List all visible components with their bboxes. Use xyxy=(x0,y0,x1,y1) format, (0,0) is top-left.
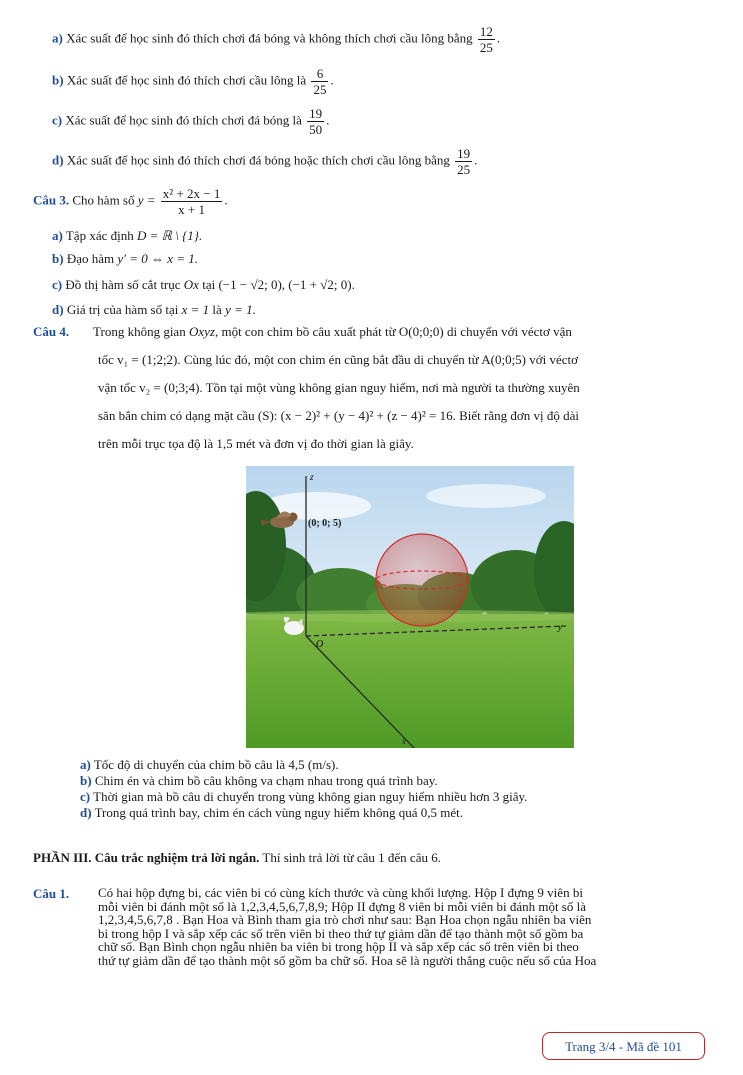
q2-option-d: d) Xác suất để học sinh đó thích chơi đá bóng hoặc thích chơi cầu lông bằng $\frac{19}{25}$ . xyxy=(52,146,478,177)
function-numerator: x² + 2x − 1 xyxy=(162,186,221,201)
function-lhs: y = xyxy=(137,192,156,208)
q3-option-a xyxy=(52,228,202,244)
q4-option-b xyxy=(80,774,438,788)
q4-option-a xyxy=(80,758,339,772)
option-text-mid: là xyxy=(212,302,222,317)
option-text: Xác suất để học sinh đó thích chơi đá bóng là xyxy=(65,112,302,128)
park-illustration xyxy=(246,466,574,748)
q4-stem-line-4: săn bắn chim có dạng mặt cầu (S): (x − 2)² + (y − 4)² + (z − 4)² = 16. Biết rằng đơn vị độ dài xyxy=(98,408,579,423)
option-math: (−1 − √2; 0), (−1 + √2; 0). xyxy=(218,277,355,292)
option-math: D = ℝ \ {1}. xyxy=(136,228,203,243)
x-axis-label: x xyxy=(402,736,406,746)
question-title: Câu 1. xyxy=(33,886,70,901)
fraction-numerator: 6 xyxy=(311,66,328,82)
point-label: (0; 0; 5) xyxy=(308,518,342,529)
option-text-mid: tại xyxy=(202,277,216,292)
option-text: Xác suất để học sinh đó thích chơi cầu lông là xyxy=(66,72,307,88)
c1-body xyxy=(98,886,708,967)
option-text: Tốc độ di chuyển của chim bồ câu là 4,5 (m/s). xyxy=(93,757,339,772)
option-text: Tập xác định xyxy=(65,228,134,243)
option-math-2: y = 1. xyxy=(225,302,256,317)
q4-stem-line-1: Trong không gian Oxyz, một con chim bồ câu xuất phát từ O(0;0;0) di chuyển với véctơ vận xyxy=(93,324,572,339)
fraction-denominator: 25 xyxy=(457,162,471,177)
option-label: b) xyxy=(80,773,92,788)
function-denominator: x + 1 xyxy=(178,202,205,217)
origin-label: O xyxy=(316,639,324,650)
fraction-numerator: 19 xyxy=(309,106,323,121)
part3-instruction: Thí sinh trả lời từ câu 1 đến câu 6. xyxy=(262,850,441,865)
option-text: Đạo hàm xyxy=(66,251,115,266)
c1-line-5: chữ số. Bạn Bình chọn ngẫu nhiên ba viên bi trong hộp II và sắp xếp các số trên viên bi theo xyxy=(98,939,579,954)
fraction-numerator: 12 xyxy=(479,24,493,39)
q4-stem-line-3: vận tốc v₂ = (0;3;4). Tồn tại một vùng không gian nguy hiểm, nơi mà người ta thường xuyên xyxy=(98,380,580,395)
y-axis-label: y xyxy=(558,622,562,632)
option-label: c) xyxy=(80,789,91,804)
q2-option-b: b) Xác suất để học sinh đó thích chơi cầu lông là $\frac{6}{25}$ . xyxy=(52,66,334,97)
q4-stem xyxy=(93,318,713,458)
option-label: d) xyxy=(80,805,92,820)
option-text: Giá trị của hàm số tại xyxy=(66,302,179,317)
q3-option-b xyxy=(52,251,198,267)
q3-option-d xyxy=(52,302,256,318)
q4-option-c xyxy=(80,790,527,804)
c1-line-6: thứ tự giảm dần để tạo thành một số gồm ba chữ số. Hoa sẽ là người thắng cuộc nếu số của Hoa xyxy=(98,952,597,968)
option-text: Xác suất để học sinh đó thích chơi đá bóng và không thích chơi cầu lông bằng xyxy=(66,30,473,46)
q2-option-a: a) Xác suất để học sinh đó thích chơi đá bóng và không thích chơi cầu lông bằng $\frac{12}{25}$ . xyxy=(52,24,501,55)
option-label: a) xyxy=(80,757,91,772)
option-label: b) xyxy=(52,251,64,266)
part3-header xyxy=(33,850,441,866)
option-text: Đồ thị hàm số cắt trục xyxy=(65,277,181,292)
option-label: c) xyxy=(52,112,63,128)
c1-line-2: mỗi viên bi đánh một số là 1,2,3,4,5,6,7,8,9; Hộp II đựng 8 viên bi mỗi viên bi đánh một số là xyxy=(98,898,587,914)
fraction-numerator: 19 xyxy=(457,146,471,161)
c1-title-wrap xyxy=(33,886,69,902)
option-label: a) xyxy=(52,228,63,243)
q3-header: Câu 3. Cho hàm số y = $\frac{\text{x² + 2x − 1}}{x + 1}$ . xyxy=(33,186,228,217)
option-label: d) xyxy=(52,152,64,168)
option-math-1: x = 1 xyxy=(181,302,210,317)
question-title: Câu 3. xyxy=(33,192,70,208)
question-intro: Cho hàm số xyxy=(72,192,135,208)
page-footer: Trang 3/4 - Mã đề 101 xyxy=(542,1032,705,1060)
option-text: Chim én và chim bồ câu không va chạm nhau trong quá trình bay. xyxy=(94,773,438,788)
z-axis-label: z xyxy=(310,472,314,482)
option-label: c) xyxy=(52,277,63,292)
fraction-denominator: 50 xyxy=(309,122,323,137)
question-title: Câu 4. xyxy=(33,324,70,339)
q4-title xyxy=(33,324,69,340)
option-axis: Ox xyxy=(183,277,199,292)
c1-line-4: bi trong hộp I và sắp xếp các số trên viên bi theo thứ tự giảm dần để tạo thành một số gồm ba xyxy=(98,925,584,941)
option-label: b) xyxy=(52,72,64,88)
q4-stem-line-5: trên mỗi trục tọa độ là 1,5 mét và đơn vị đo thời gian là giây. xyxy=(98,436,414,451)
option-label: d) xyxy=(52,302,64,317)
option-label: a) xyxy=(52,30,63,46)
q4-option-d xyxy=(80,806,463,820)
option-text: Xác suất để học sinh đó thích chơi đá bóng hoặc thích chơi cầu lông bằng xyxy=(66,152,450,168)
fraction-denominator: 25 xyxy=(479,40,493,55)
q3-option-c xyxy=(52,277,355,293)
fraction-denominator: 25 xyxy=(313,82,327,97)
danger-sphere xyxy=(376,534,468,626)
c1-line-1: Có hai hộp đựng bi, các viên bi có cùng kích thước và cùng khối lượng. Hộp I đựng 9 viên bi xyxy=(98,885,583,900)
option-text: Thời gian mà bồ câu di chuyển trong vùng không gian nguy hiểm nhiều hơn 3 giây. xyxy=(93,789,528,804)
c1-line-3: 1,2,3,4,5,6,7,8 . Bạn Hoa và Bình tham gia trò chơi như sau: Bạn Hoa chọn ngẫu nhiên ba viên xyxy=(98,912,592,927)
q4-stem-line-2: tốc v₁ = (1;2;2). Cùng lúc đó, một con chim én cũng bắt đầu di chuyển từ A(0;0;5) với véctơ xyxy=(98,352,579,367)
q2-option-c: c) Xác suất để học sinh đó thích chơi đá bóng là $\frac{19}{50}$ . xyxy=(52,106,330,137)
option-text: Trong quá trình bay, chim én cách vùng nguy hiểm không quá 0,5 mét. xyxy=(94,805,463,820)
part3-title: PHẦN III. Câu trắc nghiệm trả lời ngắn. xyxy=(33,850,260,865)
option-math: y′ = 0 ⇔ x = 1. xyxy=(117,251,199,266)
